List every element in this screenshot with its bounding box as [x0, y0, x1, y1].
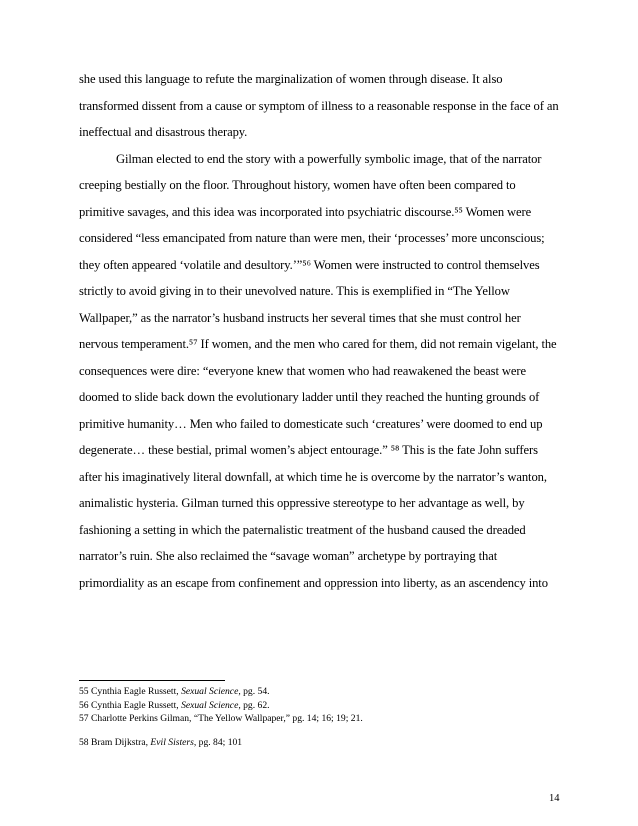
body-line: ineffectual and disastrous therapy.: [79, 125, 248, 139]
body-line: doomed to slide back down the evolutionary ladder until they reached the hunting grounds of: [79, 390, 540, 404]
footnote-text: , pg. 84; 101: [193, 736, 243, 748]
footnote-number: 55: [79, 686, 89, 697]
body-line: degenerate… these bestial, primal women’s abject entourage.” ⁵⁸ This is the fate John suffers: [79, 443, 538, 457]
footnote-text: Cynthia Eagle Russett,: [88, 699, 182, 711]
footnote-divider: [79, 680, 225, 681]
footnote: [79, 712, 569, 726]
body-line: strictly to avoid giving in to their unevolved nature. This is exemplified in “The Yellow: [79, 284, 510, 298]
footnotes: [79, 680, 569, 749]
footnote-text: Charlotte Perkins Gilman, “The Yellow Wallpaper,” pg. 14; 16; 19; 21.: [88, 713, 363, 724]
body-line: Wallpaper,” as the narrator’s husband instructs her several times that she must control her: [79, 310, 521, 325]
body-line: fashioning a setting in which the paternalistic treatment of the husband caused the dreaded: [79, 522, 526, 537]
footnote-title: Sexual Science: [181, 699, 239, 711]
footnote: [79, 685, 569, 699]
body-line: primitive humanity… Men who failed to domesticate such ‘creatures’ were doomed to end up: [79, 416, 543, 431]
body-line: consequences were dire: “everyone knew that women who had reawakened the beast were: [79, 363, 526, 378]
footnote-number: 58: [79, 736, 89, 748]
body-text: [79, 66, 569, 596]
page-number: 14: [549, 793, 560, 804]
body-line: animalistic hysteria. Gilman turned this oppressive stereotype to her advantage as well, by: [79, 496, 525, 510]
footnote: [79, 699, 569, 713]
footnote-text: Bram Dijkstra,: [88, 736, 151, 748]
footnote-text: Cynthia Eagle Russett,: [88, 686, 182, 697]
footnote-number: 56: [79, 699, 89, 711]
body-line: considered “less emancipated from nature than were men, their ‘processes’ more unconscious;: [79, 231, 545, 245]
body-line: creeping bestially on the floor. Throughout history, women have often been compared to: [79, 178, 516, 192]
body-line: they often appeared ‘volatile and desultory.’”⁵⁶ Women were instructed to control themselves: [79, 257, 540, 272]
footnote-text: , pg. 62.: [238, 699, 270, 711]
footnote-text: , pg. 54.: [238, 686, 270, 697]
footnote: [79, 736, 569, 750]
body-line: narrator’s ruin. She also reclaimed the “savage woman” archetype by portraying that: [79, 549, 498, 563]
body-line: nervous temperament.⁵⁷ If women, and the men who cared for them, did not remain vigelant, the: [79, 337, 557, 351]
body-line: after his imaginatively literal downfall, at which time he is overcome by the narrator’s wanton,: [79, 469, 547, 484]
body-line: transformed dissent from a cause or symptom of illness to a reasonable response in the face of an: [79, 98, 559, 113]
footnote-title: Evil Sisters: [150, 736, 194, 748]
body-line: Gilman elected to end the story with a powerfully symbolic image, that of the narrator: [116, 151, 542, 166]
footnote-title: Sexual Science: [181, 686, 239, 697]
body-line: primitive savages, and this idea was incorporated into psychiatric discourse.⁵⁵ Women were: [79, 204, 532, 219]
body-line: she used this language to refute the marginalization of women through disease. It also: [79, 72, 503, 86]
footnote-number: 57: [79, 713, 89, 724]
body-line: primordiality as an escape from confinement and oppression into liberty, as an ascendency into: [79, 575, 548, 590]
